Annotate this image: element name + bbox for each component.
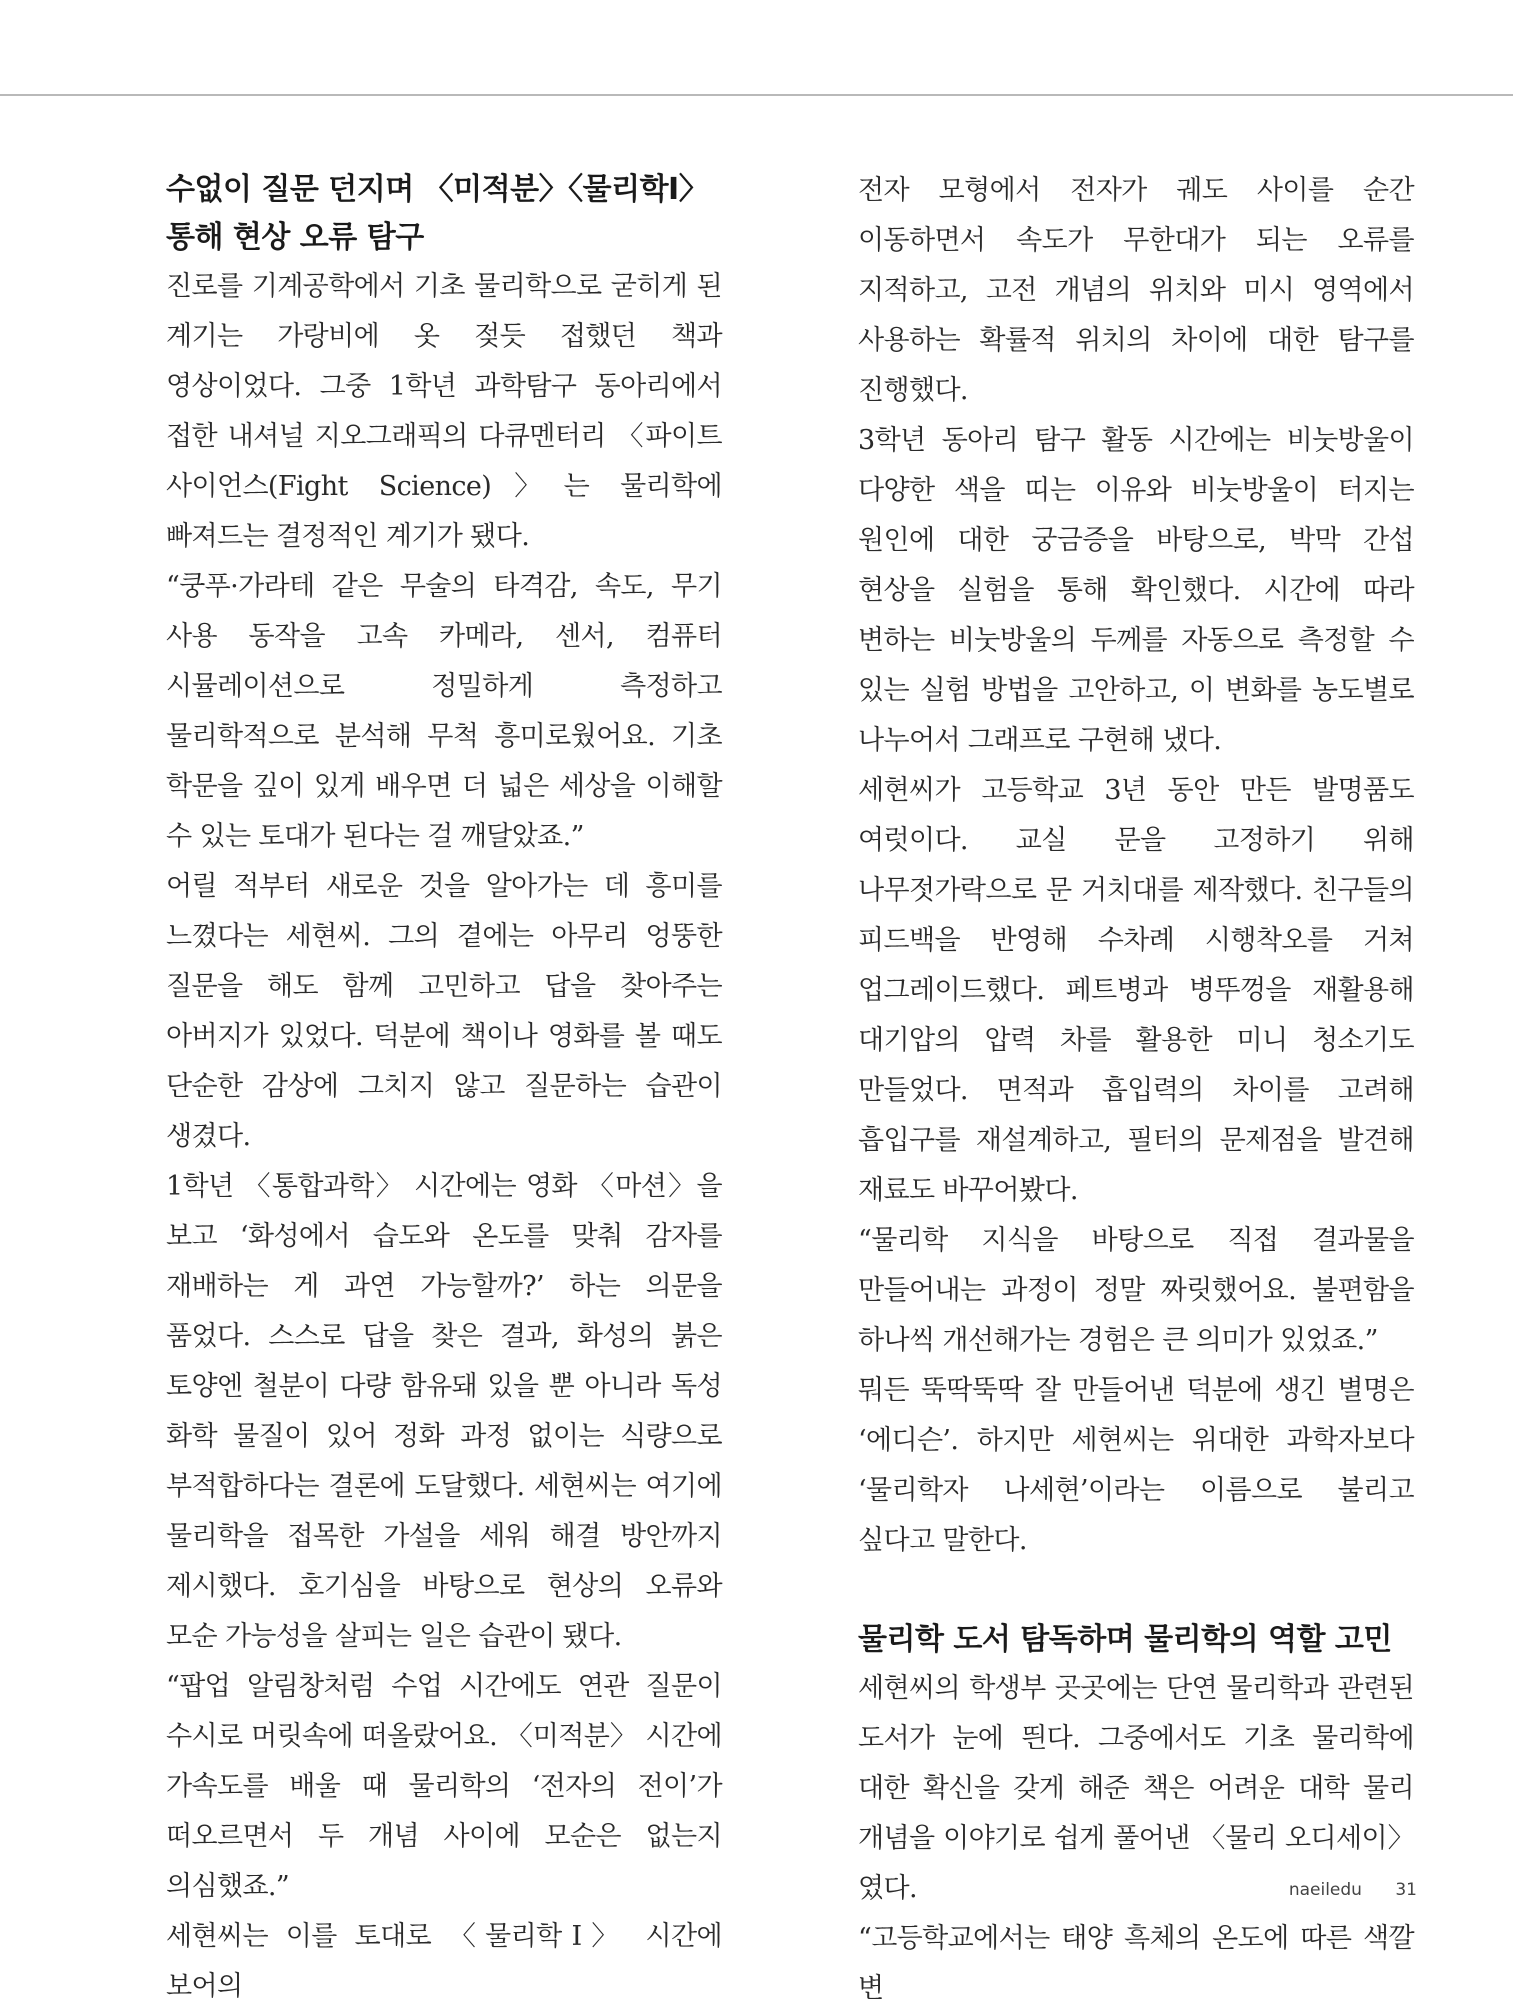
paragraph: 세현씨의 학생부 곳곳에는 단연 물리학과 관련된 도서가 눈에 띈다. 그중에서도 기초 물리학에 대한 확신을 갖게 해준 책은 어려운 대학 물리 개념을 이야기로 쉽게 풀어낸 〈물리 오디세이〉였다. (858, 1673, 1414, 1904)
paragraph: 세현씨는 이를 토대로 〈물리학Ⅰ〉 시간에 보어의 (166, 1921, 722, 2002)
paragraph: 세현씨가 고등학교 3년 동안 만든 발명품도 여럿이다. 교실 문을 고정하기 위해 나무젓가락으로 문 거치대를 제작했다. 친구들의 피드백을 반영해 수차례 시행착오를 거쳐 업그레이드했다. 페트병과 병뚜껑을 재활용해 대기압의 압력 차를 활용한 미니 청소기도 만들었다. 면적과 흡입력의 차이를 고려해 흡입구를 재설계하고, 필터의 문제점을 발견해 재료도 바꾸어봤다. (858, 775, 1414, 1206)
section-heading-2: 물리학 도서 탐독하며 물리학의 역할 고민 (858, 1622, 1392, 1657)
paragraph: 전자 모형에서 전자가 궤도 사이를 순간 이동하면서 속도가 무한대가 되는 오류를 지적하고, 고전 개념의 위치와 미시 영역에서 사용하는 확률적 위치의 차이에 대한 탐구를 진행했다. (858, 175, 1414, 406)
section-heading-1: 수없이 질문 던지며 〈미적분〉〈물리학Ⅰ〉통해 현상 오류 탐구 (166, 172, 709, 255)
page-number: 31 (1395, 1880, 1417, 1900)
section-gap (858, 1566, 1414, 1616)
paragraph: 어릴 적부터 새로운 것을 알아가는 데 흥미를 느꼈다는 세현씨. 그의 곁에는 아무리 엉뚱한 질문을 해도 함께 고민하고 답을 찾아주는 아버지가 있었다. 덕분에 책이나 영화를 볼 때도 단순한 감상에 그치지 않고 질문하는 습관이 생겼다. (166, 871, 722, 1152)
right-column (858, 166, 1414, 2014)
page-footer (1289, 1880, 1417, 1900)
quote-paragraph: “고등학교에서는 태양 흑체의 온도에 따른 색깔 변 (858, 1923, 1414, 2004)
paragraph: 3학년 동아리 탐구 활동 시간에는 비눗방울이 다양한 색을 띠는 이유와 비눗방울이 터지는 원인에 대한 궁금증을 바탕으로, 박막 간섭 현상을 실험을 통해 확인했다. 시간에 따라 변하는 비눗방울의 두께를 자동으로 측정할 수 있는 실험 방법을 고안하고, 이 변화를 농도별로 나누어서 그래프로 구현해 냈다. (858, 425, 1414, 756)
paragraph: 진로를 기계공학에서 기초 물리학으로 굳히게 된 계기는 가랑비에 옷 젖듯 접했던 책과 영상이었다. 그중 1학년 과학탐구 동아리에서 접한 내셔널 지오그래픽의 다큐멘터리 〈파이트 사이언스(Fight Science)〉는 물리학에 빠져드는 결정적인 계기가 됐다. (166, 271, 722, 552)
paragraph: 1학년 〈통합과학〉 시간에는 영화 〈마션〉을 보고 ‘화성에서 습도와 온도를 맞춰 감자를 재배하는 게 과연 가능할까?’ 하는 의문을 품었다. 스스로 답을 찾은 결과, 화성의 붉은 토양엔 철분이 다량 함유돼 있을 뿐 아니라 독성 화학 물질이 있어 정화 과정 없이는 식량으로 부적합하다는 결론에 도달했다. 세현씨는 여기에 물리학을 접목한 가설을 세워 해결 방안까지 제시했다. 호기심을 바탕으로 현상의 오류와 모순 가능성을 살피는 일은 습관이 됐다. (166, 1171, 722, 1652)
quote-paragraph: “팝업 알림창처럼 수업 시간에도 연관 질문이 수시로 머릿속에 떠올랐어요. 〈미적분〉 시간에 가속도를 배울 때 물리학의 ‘전자의 전이’가 떠오르면서 두 개념 사이에 모순은 없는지 의심했죠.” (166, 1671, 722, 1902)
quote-paragraph: “쿵푸·가라테 같은 무술의 타격감, 속도, 무기 사용 동작을 고속 카메라, 센서, 컴퓨터 시뮬레이션으로 정밀하게 측정하고 물리학적으로 분석해 무척 흥미로웠어요. 기초 학문을 깊이 있게 배우면 더 넓은 세상을 이해할 수 있는 토대가 된다는 걸 깨달았죠.” (166, 571, 722, 852)
footer-brand: naeiledu (1288, 1880, 1362, 1900)
paragraph: 뭐든 뚝딱뚝딱 잘 만들어낸 덕분에 생긴 별명은 ‘에디슨’. 하지만 세현씨는 위대한 과학자보다 ‘물리학자 나세현’이라는 이름으로 불리고 싶다고 말한다. (858, 1375, 1414, 1556)
top-divider (0, 94, 1513, 96)
left-column (166, 166, 722, 2012)
quote-paragraph: “물리학 지식을 바탕으로 직접 결과물을 만들어내는 과정이 정말 짜릿했어요. 불편함을 하나씩 개선해가는 경험은 큰 의미가 있었죠.” (858, 1225, 1414, 1356)
